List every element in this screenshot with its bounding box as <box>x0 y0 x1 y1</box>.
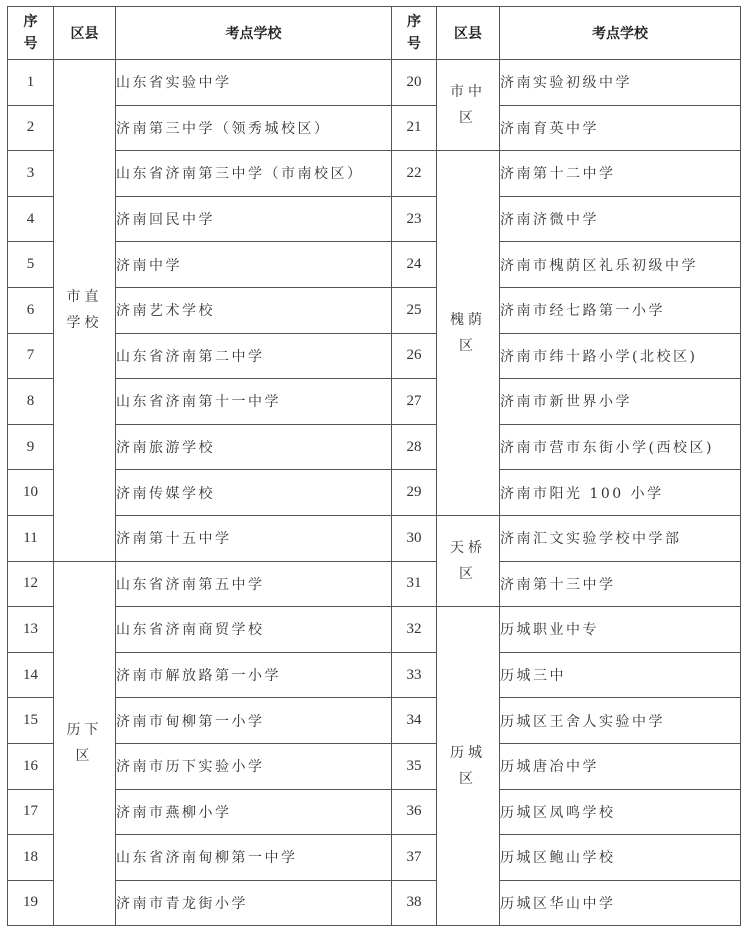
seq-number: 30 <box>392 515 437 561</box>
table-row <box>8 743 741 789</box>
table-row <box>8 105 741 151</box>
header-school-right: 考点学校 <box>500 7 741 60</box>
table-row <box>8 698 741 744</box>
school-name: 山东省济南第三中学（市南校区） <box>116 151 392 197</box>
school-name: 山东省济南第二中学 <box>116 333 392 379</box>
seq-number: 11 <box>8 515 54 561</box>
table-row <box>8 151 741 197</box>
table-row <box>8 242 741 288</box>
district-cell: 天桥 区 <box>437 515 500 606</box>
school-name: 济南市槐荫区礼乐初级中学 <box>500 242 741 288</box>
school-name: 济南市纬十路小学(北校区) <box>500 333 741 379</box>
seq-number: 25 <box>392 287 437 333</box>
seq-number: 36 <box>392 789 437 835</box>
table-row <box>8 470 741 516</box>
seq-number: 7 <box>8 333 54 379</box>
header-district-right: 区县 <box>437 7 500 60</box>
school-name: 济南市营市东街小学(西校区) <box>500 424 741 470</box>
seq-number: 14 <box>8 652 54 698</box>
seq-number: 6 <box>8 287 54 333</box>
seq-number: 24 <box>392 242 437 288</box>
school-name: 济南市经七路第一小学 <box>500 287 741 333</box>
school-name: 济南第十二中学 <box>500 151 741 197</box>
table-row <box>8 515 741 561</box>
school-name: 历城区王舍人实验中学 <box>500 698 741 744</box>
school-name: 济南市甸柳第一小学 <box>116 698 392 744</box>
seq-number: 12 <box>8 561 54 607</box>
seq-number: 2 <box>8 105 54 151</box>
school-name: 历城区凤鸣学校 <box>500 789 741 835</box>
seq-number: 34 <box>392 698 437 744</box>
school-name: 历城区华山中学 <box>500 880 741 926</box>
table-row <box>8 60 741 106</box>
seq-number: 21 <box>392 105 437 151</box>
table-row <box>8 561 741 607</box>
header-seq-right: 序 号 <box>392 7 437 60</box>
table-row <box>8 424 741 470</box>
school-name: 山东省济南第十一中学 <box>116 379 392 425</box>
school-name: 济南实验初级中学 <box>500 60 741 106</box>
school-name: 山东省实验中学 <box>116 60 392 106</box>
school-name: 济南旅游学校 <box>116 424 392 470</box>
table-row <box>8 607 741 653</box>
exam-sites-table <box>7 6 741 926</box>
seq-number: 10 <box>8 470 54 516</box>
seq-number: 8 <box>8 379 54 425</box>
school-name: 济南艺术学校 <box>116 287 392 333</box>
school-name: 济南中学 <box>116 242 392 288</box>
school-name: 济南市燕柳小学 <box>116 789 392 835</box>
header-row <box>8 7 741 60</box>
header-district: 区县 <box>54 7 116 60</box>
school-name: 山东省济南商贸学校 <box>116 607 392 653</box>
school-name: 历城职业中专 <box>500 607 741 653</box>
school-name: 济南第十五中学 <box>116 515 392 561</box>
seq-number: 22 <box>392 151 437 197</box>
district-cell: 市直 学校 <box>54 60 116 562</box>
school-name: 济南济微中学 <box>500 196 741 242</box>
seq-number: 20 <box>392 60 437 106</box>
table-row <box>8 379 741 425</box>
district-cell: 历城 区 <box>437 607 500 926</box>
school-name: 济南市历下实验小学 <box>116 743 392 789</box>
table-row <box>8 835 741 881</box>
table-row <box>8 196 741 242</box>
header-seq: 序 号 <box>8 7 54 60</box>
school-name: 济南市解放路第一小学 <box>116 652 392 698</box>
table-row <box>8 789 741 835</box>
seq-number: 32 <box>392 607 437 653</box>
seq-number: 17 <box>8 789 54 835</box>
seq-number: 27 <box>392 379 437 425</box>
school-name: 历城区鲍山学校 <box>500 835 741 881</box>
seq-number: 1 <box>8 60 54 106</box>
seq-number: 3 <box>8 151 54 197</box>
seq-number: 18 <box>8 835 54 881</box>
school-name: 济南市新世界小学 <box>500 379 741 425</box>
seq-number: 38 <box>392 880 437 926</box>
school-name: 济南市青龙街小学 <box>116 880 392 926</box>
school-name: 济南育英中学 <box>500 105 741 151</box>
seq-number: 16 <box>8 743 54 789</box>
table-row <box>8 333 741 379</box>
school-name: 山东省济南甸柳第一中学 <box>116 835 392 881</box>
seq-number: 5 <box>8 242 54 288</box>
school-name: 济南汇文实验学校中学部 <box>500 515 741 561</box>
header-school: 考点学校 <box>116 7 392 60</box>
school-name: 历城唐冶中学 <box>500 743 741 789</box>
seq-number: 9 <box>8 424 54 470</box>
table-row <box>8 880 741 926</box>
seq-number: 15 <box>8 698 54 744</box>
seq-number: 31 <box>392 561 437 607</box>
district-cell: 市中 区 <box>437 60 500 151</box>
school-name: 济南第三中学（领秀城校区） <box>116 105 392 151</box>
school-name: 济南传媒学校 <box>116 470 392 516</box>
seq-number: 26 <box>392 333 437 379</box>
seq-number: 19 <box>8 880 54 926</box>
district-cell: 历下 区 <box>54 561 116 926</box>
seq-number: 29 <box>392 470 437 516</box>
school-name: 济南回民中学 <box>116 196 392 242</box>
seq-number: 28 <box>392 424 437 470</box>
school-name: 历城三中 <box>500 652 741 698</box>
district-cell: 槐荫 区 <box>437 151 500 516</box>
table-row <box>8 287 741 333</box>
school-name: 济南第十三中学 <box>500 561 741 607</box>
table-row <box>8 652 741 698</box>
seq-number: 13 <box>8 607 54 653</box>
school-name: 山东省济南第五中学 <box>116 561 392 607</box>
seq-number: 37 <box>392 835 437 881</box>
seq-number: 4 <box>8 196 54 242</box>
seq-number: 23 <box>392 196 437 242</box>
school-name: 济南市阳光 100 小学 <box>500 470 741 516</box>
seq-number: 33 <box>392 652 437 698</box>
seq-number: 35 <box>392 743 437 789</box>
